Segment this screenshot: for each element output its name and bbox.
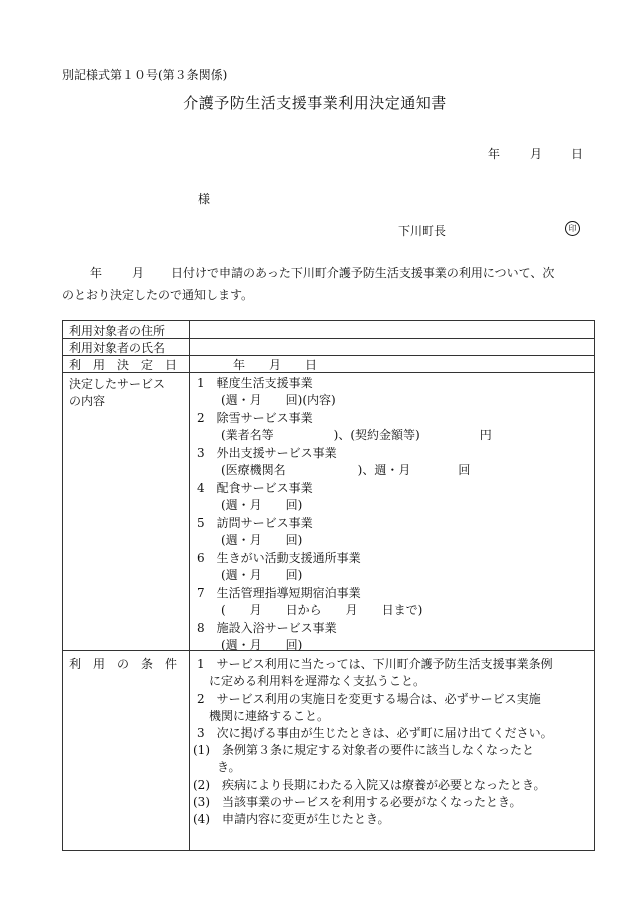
condition-line: 機関に連絡すること。 (197, 709, 330, 723)
service-line: ( 月 日から 月 日まで) (197, 603, 423, 617)
issue-date-day: 日 (571, 147, 584, 161)
service-line: (週・月 回) (197, 498, 303, 512)
form-number: 別記様式第１０号(第３条関係) (62, 68, 228, 82)
address-label: 利用対象者の住所 (69, 324, 166, 338)
conditions-label: 利 用 の 条 件 (69, 657, 178, 671)
condition-line: 1 サービス利用に当たっては、下川町介護予防生活支援事業条例 (197, 657, 553, 671)
condition-line: に定める利用料を遅滞なく支払うこと。 (197, 674, 426, 688)
service-line: 6 生きがい活動支援通所事業 (197, 551, 361, 565)
document-title: 介護予防生活支援事業利用決定通知書 (183, 94, 447, 112)
service-line: (医療機関名 )、週・月 回 (197, 463, 471, 477)
table-column-divider (189, 321, 190, 850)
service-line: 2 除雪サービス事業 (197, 411, 313, 425)
service-line: (業者名等 )、(契約金額等) 円 (197, 428, 492, 442)
addressee-honorific: 様 (198, 192, 211, 206)
name-value[interactable] (197, 339, 587, 354)
condition-line: (1) 条例第３条に規定する対象者の要件に該当しなくなったと (193, 743, 535, 757)
issuer-name: 下川町長 (398, 224, 447, 238)
condition-line: (2) 疾病により長期にわたる入院又は療養が必要となったとき。 (193, 778, 546, 792)
service-line: 8 施設入浴サービス事業 (197, 621, 337, 635)
intro-month: 月 (132, 266, 145, 280)
services-label-line-2: の内容 (69, 394, 106, 408)
service-line: (週・月 回) (197, 533, 303, 547)
service-line: 5 訪問サービス事業 (197, 516, 313, 530)
service-line: 7 生活管理指導短期宿泊事業 (197, 586, 361, 600)
name-label: 利用対象者の氏名 (69, 341, 166, 355)
condition-line: (4) 申請内容に変更が生じたとき。 (193, 812, 390, 826)
seal-mark: 印 (565, 221, 580, 236)
intro-line-2: のとおり決定したので通知します。 (62, 288, 254, 302)
service-line: 3 外出支援サービス事業 (197, 446, 337, 460)
service-line: (週・月 回) (197, 568, 303, 582)
intro-year: 年 (90, 266, 103, 280)
services-label-line-1: 決定したサービス (69, 377, 166, 391)
condition-line: 2 サービス利用の実施日を変更する場合は、必ずサービス実施 (197, 692, 541, 706)
issue-date-month: 月 (530, 147, 543, 161)
condition-line: 3 次に掲げる事由が生じたときは、必ず町に届け出てください。 (197, 726, 553, 740)
decision-date-value[interactable]: 年 月 日 (233, 358, 318, 372)
decision-date-label: 利 用 決 定 日 (69, 358, 178, 372)
address-value[interactable] (197, 322, 587, 337)
notice-table (62, 320, 595, 851)
condition-line: き。 (193, 760, 241, 774)
service-line: 1 軽度生活支援事業 (197, 376, 313, 390)
service-line: (週・月 回)(内容) (197, 393, 336, 407)
service-line: 4 配食サービス事業 (197, 481, 313, 495)
service-line: (週・月 回) (197, 638, 303, 652)
condition-line: (3) 当該事業のサービスを利用する必要がなくなったとき。 (193, 795, 522, 809)
intro-line-1: 日付けで申請のあった下川町介護予防生活支援事業の利用について、次 (171, 266, 555, 280)
table-row-divider (63, 650, 594, 651)
issue-date-year: 年 (488, 147, 501, 161)
